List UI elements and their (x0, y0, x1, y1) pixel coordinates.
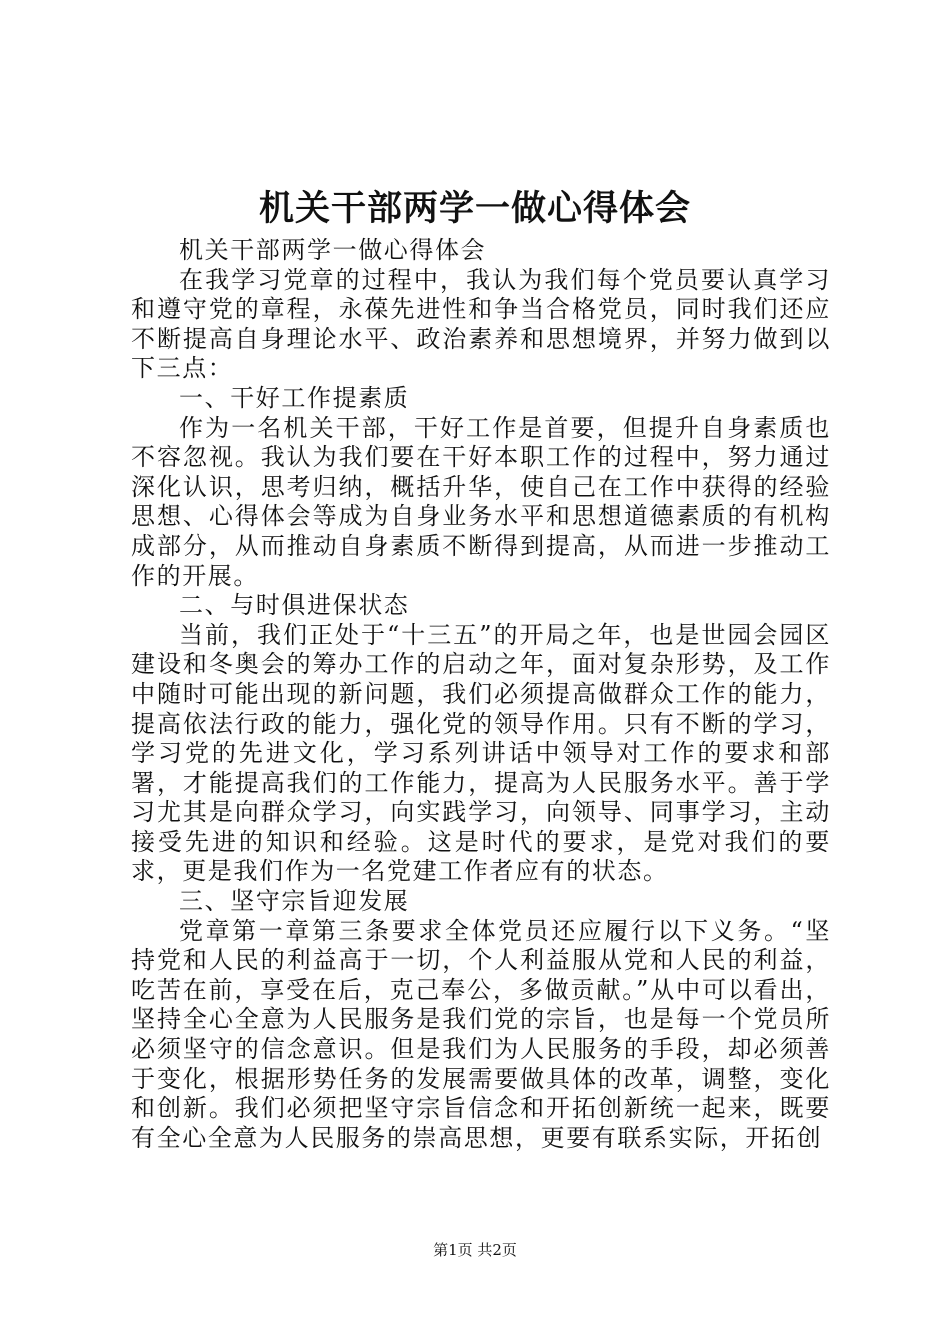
body-paragraph: 党章第一章第三条要求全体党员还应履行以下义务。“坚持党和人民的利益高于一切，个人利益服从党和人民的利益，吃苦在前，享受在后，克己奉公，多做贡献。”从中可以看出，坚持全心全意为人民服务是我们党的宗旨，也是每一个党员所必须坚守的信念意识。但是我们为人民服务的手段，却必须善于变化，根据形势任务的发展需要做具体的改革，调整，变化和创新。我们必须把坚守宗旨信念和开拓创新统一起来，既要有全心全意为人民服务的崇高思想，更要有联系实际，开拓创 (131, 916, 831, 1152)
body-paragraph: 作为一名机关干部，干好工作是首要，但提升自身素质也不容忽视。我认为我们要在干好本职工作的过程中，努力通过深化认识，思考归纳，概括升华，使自己在工作中获得的经验思想、心得体会等成为自身业务水平和思想道德素质的有机构成部分，从而推动自身素质不断得到提高，从而进一步推动工作的开展。 (131, 413, 831, 590)
body-paragraph: 在我学习党章的过程中，我认为我们每个党员要认真学习和遵守党的章程，永葆先进性和争当合格党员，同时我们还应不断提高自身理论水平、政治素养和思想境界，并努力做到以下三点： (131, 265, 831, 383)
document-body (131, 236, 831, 1153)
page-number-footer: 第1页 共2页 (433, 1241, 517, 1259)
section-heading: 二、与时俱进保状态 (179, 591, 410, 620)
section-heading: 三、坚守宗旨迎发展 (179, 887, 410, 916)
body-paragraph: 机关干部两学一做心得体会 (179, 236, 487, 264)
body-paragraph: 当前，我们正处于“十三五”的开局之年，也是世园会园区建设和冬奥会的筹办工作的启动之年，面对复杂形势，及工作中随时可能出现的新问题，我们必须提高做群众工作的能力，提高依法行政的能力，强化党的领导作用。只有不断的学习，学习党的先进文化，学习系列讲话中领导对工作的要求和部署，才能提高我们的工作能力，提高为人民服务水平。善于学习尤其是向群众学习，向实践学习，向领导、同事学习，主动接受先进的知识和经验。这是时代的要求，是党对我们的要求，更是我们作为一名党建工作者应有的状态。 (131, 620, 831, 886)
section-heading: 一、干好工作提素质 (179, 383, 410, 412)
document-title: 机关干部两学一做心得体会 (258, 188, 691, 229)
